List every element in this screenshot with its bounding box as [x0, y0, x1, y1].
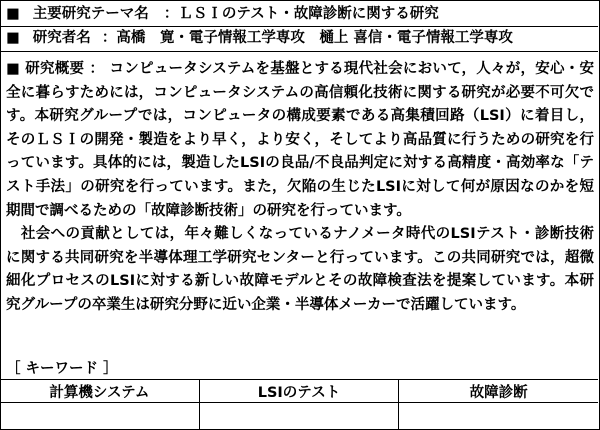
keyword-cell: 計算機システム [0, 380, 199, 403]
keyword-cell: 故障診断 [399, 380, 598, 403]
summary-body [6, 58, 594, 318]
theme-label: 主要研究テーマ名 [32, 6, 149, 22]
empty-cell [0, 403, 199, 430]
summary-paragraph-2: 社会への貢献としては，年々難しくなっているナノメータ時代のLSIテスト・診断技術に関する共同研究を半導体理工学研究センターと行っています。この共同研究では，超微細化プロセスのLSIに対する新しい故障モデルとその故障検査法を提案しています。本研究グループの卒業生は研究分野に近い企業・半導体メーカーで活躍しています。 [6, 226, 594, 313]
table-row [0, 380, 598, 403]
keywords-table [0, 379, 598, 429]
keywords-label: ［ キーワード ］ [6, 361, 118, 377]
table-row [0, 403, 598, 430]
empty-cell [199, 403, 398, 430]
theme-value: ：ＬＳＩのテスト・故障診断に関する研究 [163, 6, 439, 22]
bullet-square-icon: ■ [6, 30, 20, 46]
keyword-cell: LSIのテスト [199, 380, 398, 403]
researchers-label: 研究者名 [32, 30, 91, 46]
researchers-value: ：高橋 寛・電子情報工学専攻 樋上 喜信・電子情報工学専攻 [101, 30, 513, 46]
theme-row [0, 2, 598, 26]
divider [0, 51, 598, 52]
empty-cell [399, 403, 598, 430]
researchers-row [0, 26, 598, 50]
summary-paragraph-1: ■ 研究概要 ： コンピュータシステムを基盤とする現代社会において，人々が，安心・安全に暮らすためには，コンピュータシステムの高信頼化技術に関する研究が必要不可欠です。本研究グループでは，コンピュータの構成要素である高集積回路（LSI）に着目し，そのＬＳＩの開発・製造をより早く，より安く，そしてより高品質に行うための研究を行っています。具体的には，製造したLSIの良品/不良品判定に対する高精度・高効率な「テスト手法」の研究を行っています。また，欠陥の生じたLSIに対して何が原因なのかを短期間で調べるための「故障診断技術」の研究を行っています。 [6, 61, 594, 219]
bullet-square-icon: ■ [6, 6, 20, 22]
